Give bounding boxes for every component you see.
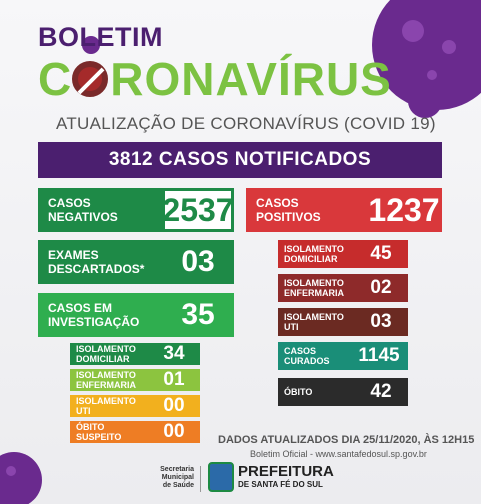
card-obito-label: ÓBITO xyxy=(284,387,313,397)
card-descartados-value: 03 xyxy=(165,243,231,281)
card-iso-uti-left-label: ISOLAMENTO UTI xyxy=(76,396,136,416)
card-descartados xyxy=(38,240,234,284)
card-curados-label: CASOS CURADOS xyxy=(284,346,330,366)
card-iso-domiciliar-right xyxy=(278,240,408,268)
card-obito-suspeito-value: 00 xyxy=(152,423,196,441)
card-positivos xyxy=(246,188,442,232)
updated-date: DADOS ATUALIZADOS DIA 25/11/2020, ÀS 12H15 xyxy=(218,434,475,446)
virus-icon-small-right xyxy=(408,84,442,118)
card-negativos-value: 2537 xyxy=(162,191,234,228)
footer-divider xyxy=(200,466,201,492)
prefeitura-subtitle: DE SANTA FÉ DO SUL xyxy=(238,480,323,489)
card-iso-enfermaria-right-value: 02 xyxy=(358,276,404,300)
card-iso-enfermaria-right-label: ISOLAMENTO ENFERMARIA xyxy=(284,278,344,298)
card-descartados-label: EXAMES DESCARTADOS* xyxy=(48,248,145,276)
secretaria-label: Secretaria Municipal de Saúde xyxy=(160,466,194,489)
no-virus-icon xyxy=(72,61,108,97)
card-positivos-value: 1237 xyxy=(368,191,440,228)
subtitle: ATUALIZAÇÃO DE CORONAVÍRUS (COVID 19) xyxy=(56,114,436,133)
notified-cases-banner: 3812 CASOS NOTIFICADOS xyxy=(38,142,442,178)
card-iso-uti-right xyxy=(278,308,408,336)
card-curados xyxy=(278,342,408,370)
official-site: Boletim Oficial - www.santafedosul.sp.gov.br xyxy=(250,449,427,459)
card-curados-value: 1145 xyxy=(354,344,404,368)
card-investigacao-value: 35 xyxy=(165,296,231,334)
card-iso-uti-left-value: 00 xyxy=(152,397,196,415)
card-iso-domiciliar-left xyxy=(70,343,200,365)
card-iso-enfermaria-right xyxy=(278,274,408,302)
card-iso-uti-right-label: ISOLAMENTO UTI xyxy=(284,312,344,332)
card-investigacao xyxy=(38,293,234,337)
card-iso-domiciliar-left-label: ISOLAMENTO DOMICILIAR xyxy=(76,344,136,364)
prefeitura-crest-icon xyxy=(208,462,234,492)
card-obito-suspeito xyxy=(70,421,200,443)
card-positivos-label: CASOS POSITIVOS xyxy=(256,196,321,224)
title-boletim: BOLETIM xyxy=(38,22,163,52)
card-iso-enfermaria-left-value: 01 xyxy=(152,371,196,389)
card-negativos-label: CASOS NEGATIVOS xyxy=(48,196,118,224)
card-negativos xyxy=(38,188,234,232)
card-obito xyxy=(278,378,408,406)
prefeitura-title: PREFEITURA xyxy=(238,463,334,480)
card-iso-enfermaria-left xyxy=(70,369,200,391)
card-obito-suspeito-label: ÓBITO SUSPEITO xyxy=(76,422,122,442)
card-investigacao-label: CASOS EM INVESTIGAÇÃO xyxy=(48,301,140,329)
card-iso-uti-right-value: 03 xyxy=(358,310,404,334)
card-obito-value: 42 xyxy=(358,380,404,404)
card-iso-uti-left xyxy=(70,395,200,417)
title-coronavirus: C RONAVÍRUS xyxy=(38,53,392,105)
card-iso-domiciliar-right-label: ISOLAMENTO DOMICILIAR xyxy=(284,244,344,264)
card-iso-enfermaria-left-label: ISOLAMENTO ENFERMARIA xyxy=(76,370,136,390)
card-iso-domiciliar-right-value: 45 xyxy=(358,242,404,266)
card-iso-domiciliar-left-value: 34 xyxy=(152,345,196,363)
virus-icon-bottom-left xyxy=(0,452,42,504)
